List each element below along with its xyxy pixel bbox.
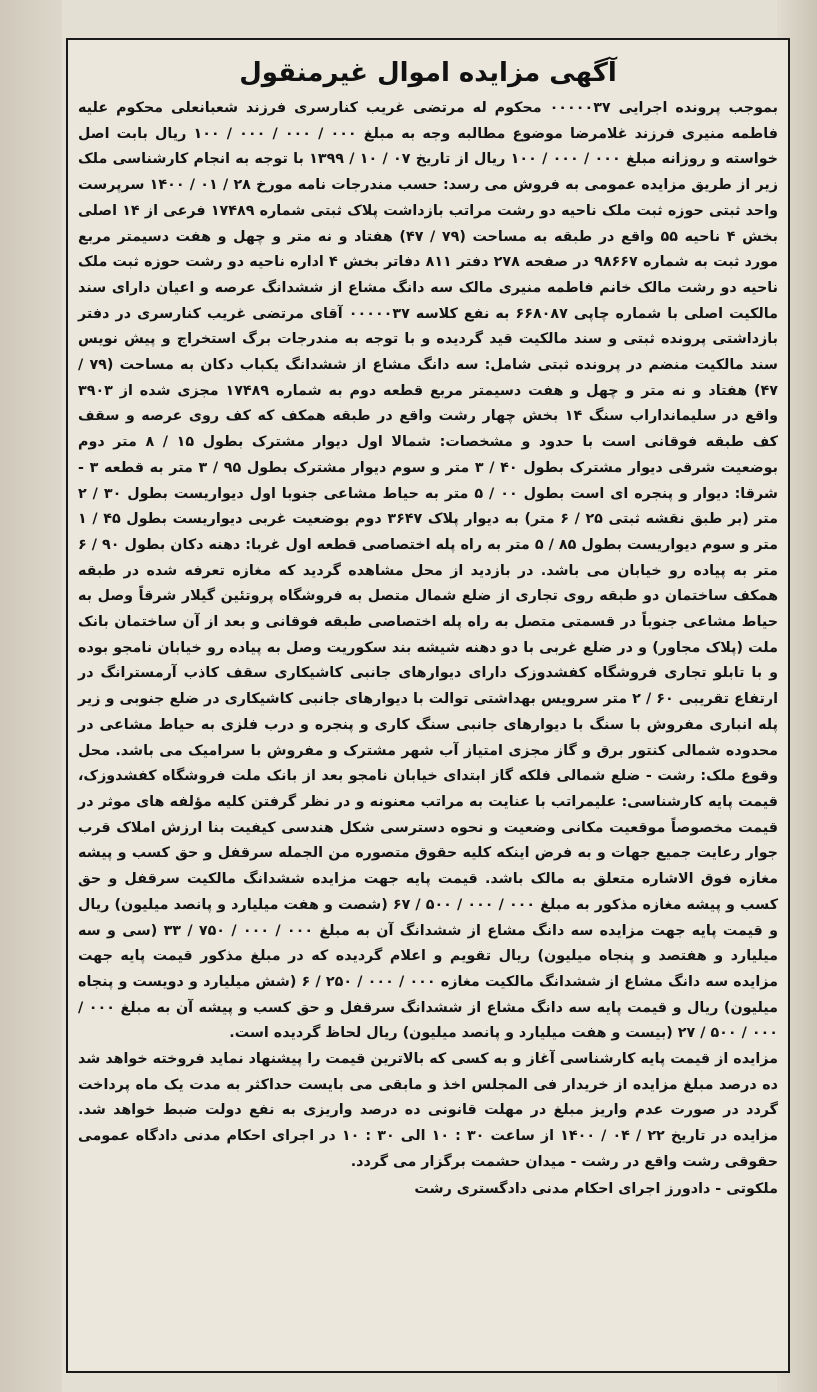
notice-title: آگهی مزایده اموال غیرمنقول [239, 58, 617, 88]
notice-content [78, 54, 778, 1361]
notice-box [66, 38, 790, 1373]
notice-paragraph-1: بموجب پرونده اجرایی ۰۰۰۰۰۳۷ محکوم له مرتضی غریب کنارسری فرزند شعبانعلی محکوم علیه فاطمه منیری فرزند غلامرضا موضوع مطالبه وجه به مبلغ ۰۰۰ / ۰۰۰ / ۰۰۰ / ۱۰۰ ریال بابت اصل خواسته و روزانه مبلغ ۰۰۰ / ۰۰۰ / ۱۰۰ ریال از تاریخ ۰۷ / ۱۰ / ۱۳۹۹ با توجه به انجام کارشناسی ملک زیر از طریق مزایده عمومی به فروش می رسد: حسب مندرجات نامه مورخ ۲۸ / ۰۱ / ۱۴۰۰ سرپرست واحد ثبتی حوزه ثبت ملک ناحیه دو رشت مراتب بازداشت پلاک ثبتی شماره ۱۷۴۸۹ فرعی از ۱۴ اصلی بخش ۴ ناحیه ۵۵ واقع در طبقه به مساحت (۷۹ / ۴۷) هفتاد و نه متر و چهل و هفت دسیمتر مربع مورد ثبت به شماره ۹۸۶۶۷ در صفحه ۲۷۸ دفتر ۸۱۱ دفاتر بخش ۴ اداره ناحیه دو رشت حوزه ثبت ملک ناحیه دو رشت مالک خانم فاطمه منیری مالک سه دانگ مشاع از ششدانگ عرصه و اعیان دارای سند مالکیت اصلی با شماره چاپی ۶۶۸۰۸۷ به نفع کلاسه ۰۰۰۰۰۳۷ آقای مرتضی غریب کنارسری در دفتر بازداشتی پرونده ثبتی و سند مالکیت قید گردیده و با توجه به مندرجات برگ استخراج و پیش نویس سند مالکیت منضم در پرونده ثبتی شامل: سه دانگ مشاع از ششدانگ یکباب دکان به مساحت (۷۹ / ۴۷) هفتاد و نه متر و چهل و هفت دسیمتر مربع قطعه دوم به شماره ۱۷۴۸۹ مجزی شده از ۳۹۰۳ واقع در سلیمانداراب سنگ ۱۴ بخش چهار رشت واقع در طبقه همکف که کف روی عرصه و سقف کف طبقه فوقانی است با حدود و مشخصات: شمالا اول دیوار مشترک بطول ۱۵ / ۸ متر دوم بوضعیت شرقی دیوار مشترک بطول ۴۰ / ۳ متر و سوم دیوار مشترک بطول ۹۵ / ۳ متر به قطعه ۳ - شرقا: دیوار و پنجره ای است بطول ۰۰ / ۵ متر به حیاط مشاعی جنوبا اول دیواریست بطول ۳۰ / ۲ متر (بر طبق نقشه ثبتی ۲۵ / ۶ متر) به دیوار پلاک ۳۶۴۷ دوم بوضعیت غربی دیواریست بطول ۴۵ / ۱ متر و سوم دیواریست بطول ۸۵ / ۵ متر به راه پله اختصاصی قطعه اول غربا: دهنه دکان بطول ۹۰ / ۶ متر به پیاده رو خیابان می باشد. در بازدید از محل مشاهده گردید که مغازه تعرفه شده در طبقه همکف ساختمان دو طبقه روی تجاری از ضلع شمال متصل به فروشگاه پروتئین گیلار شرقاً وصل به حیاط مشاعی جنوباً در قسمتی متصل به راه پله اختصاصی طبقه فوقانی و بعد از آن ساختمان بانک ملت (پلاک مجاور) و در ضلع غربی با دو دهنه شیشه بند سکوریت وصل به پیاده رو خیابان نامجو بوده و با تابلو تجاری فروشگاه کفشدوزک دارای دیوارهای جانبی کاشیکاری سقف کاذب آرمسترانگ در ارتفاع تقریبی ۶۰ / ۲ متر سرویس بهداشتی توالت با دیوارهای جانبی کاشیکاری در ضلع جنوبی و زیر پله انباری مفروش با سنگ با دیوارهای جانبی سنگ کاری و پنجره و درب فلزی به حیاط مشاعی در محدوده شمالی کنتور برق و گاز مجزی امتیاز آب شهر مشترک و مفروش با سرامیک می باشد. محل وقوع ملک: رشت - ضلع شمالی فلکه گاز ابتدای خیابان نامجو بعد از بانک ملت فروشگاه کفشدوزک، قیمت پایه کارشناسی: علیمراتب با عنایت به مراتب معنونه و در نظر گرفتن کلیه مؤلفه های موثر در قیمت مخصوصاً موقعیت مکانی وضعیت و نحوه دسترسی شکل هندسی کیفیت بنا ارزش املاک قرب جوار رعایت جمیع جهات و به فرض اینکه کلیه حقوق متصوره من الجمله سرقفل و حق کسب و پیشه مغازه فوق الاشاره متعلق به مالک باشد. قیمت پایه جهت مزایده ششدانگ مالکیت سرقفل و حق کسب و پیشه مغازه مذکور به مبلغ ۰۰۰ / ۰۰۰ / ۵۰۰ / ۶۷ (شصت و هفت میلیارد و پانصد میلیون) ریال و قیمت پایه جهت مزایده سه دانگ مشاع از ششدانگ آن به مبلغ ۰۰۰ / ۰۰۰ / ۷۵۰ / ۳۳ (سی و سه میلیارد و هفتصد و پنجاه میلیون) ریال تقویم و اعلام گردیده که در مبلغ مذکور قیمت پایه جهت مزایده سه دانگ مشاع از ششدانگ مالکیت مغازه ۰۰۰ / ۰۰۰ / ۲۵۰ / ۶ (شش میلیارد و دویست و پنجاه میلیون) ریال و قیمت پایه سه دانگ مشاع از ششدانگ سرقفل و حق کسب و پیشه آن به مبلغ ۰۰۰ / ۰۰۰ / ۵۰۰ / ۲۷ (بیست و هفت میلیارد و پانصد میلیون) ریال لحاظ گردیده است. [78, 100, 779, 1042]
notice-paragraph-2: مزایده از قیمت پایه کارشناسی آغاز و به کسی که بالاترین قیمت را پیشنهاد نماید فروخته خواهد شد ده درصد مبلغ مزایده از خریدار فی المجلس اخذ و مابقی می بایست حداکثر به مدت یک ماه پرداخت گردد در صورت عدم واریز مبلغ در مهلت قانونی ده درصد واریزی به نفع دولت ضبط خواهد شد. مزایده در تاریخ ۲۲ / ۰۴ / ۱۴۰۰ از ساعت ۳۰ : ۱۰ الی ۳۰ : ۱۰ در اجرای احکام مدنی دادگاه عمومی حقوقی رشت واقع در رشت - میدان حشمت برگزار می گردد. [78, 1051, 778, 1170]
left-page-edge [0, 0, 62, 1392]
notice-signature: ملکوتی - دادورز اجرای احکام مدنی دادگستری رشت [414, 1180, 778, 1197]
notice-body [78, 96, 778, 1176]
